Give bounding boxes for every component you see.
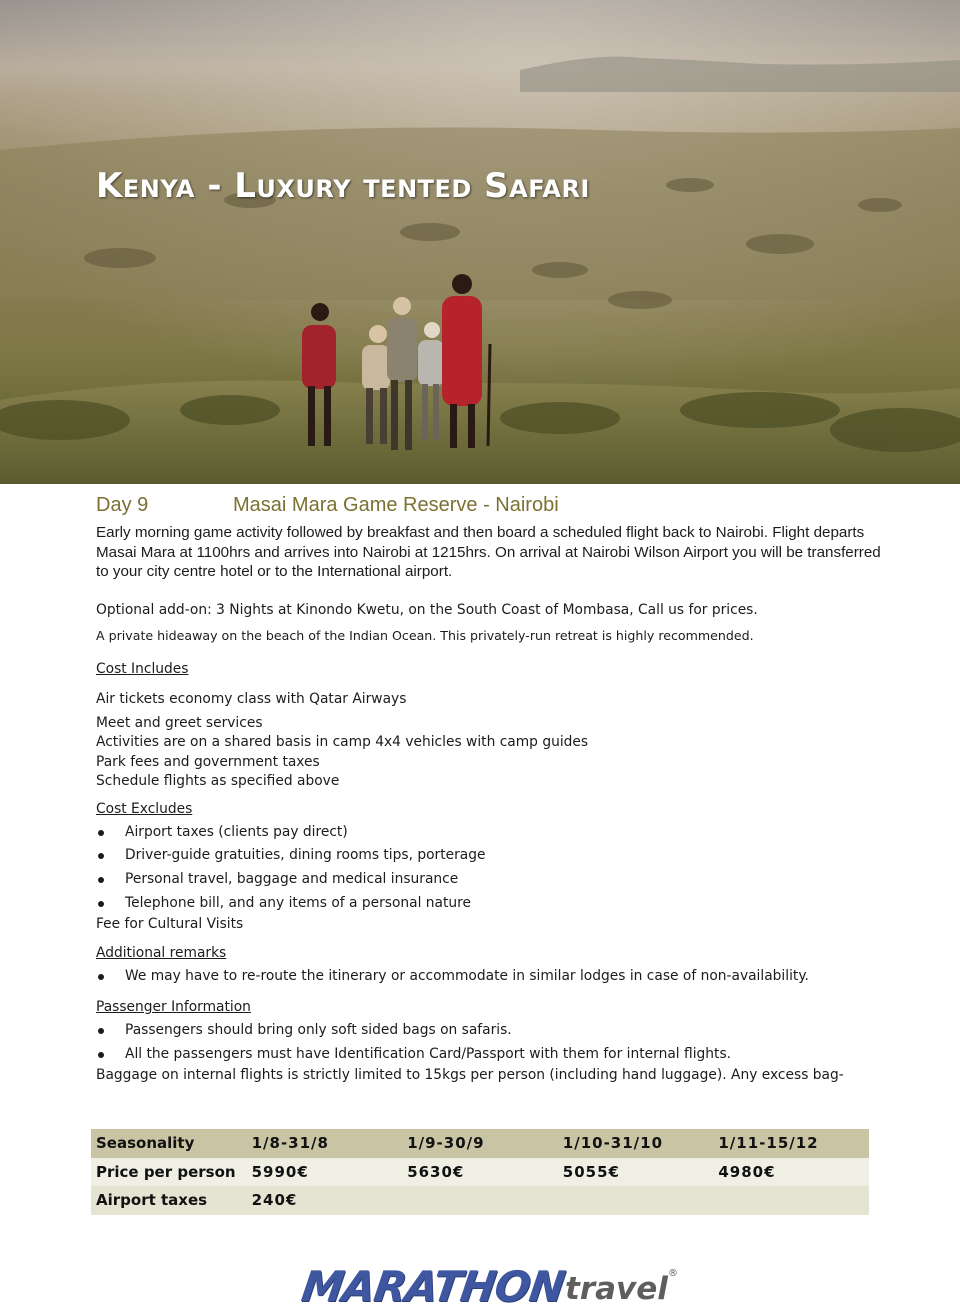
passenger-heading: Passenger Information xyxy=(96,999,251,1016)
table-cell: 1/10-31/10 xyxy=(558,1129,714,1158)
day-label: Day 9 xyxy=(96,494,149,516)
list-item: Personal travel, baggage and medical insurance xyxy=(96,868,896,892)
day-route: Masai Mara Game Reserve - Nairobi xyxy=(233,494,559,516)
table-cell: 5990€ xyxy=(247,1158,403,1187)
table-cell: 240€ xyxy=(247,1186,403,1215)
table-cell: 1/8-31/8 xyxy=(247,1129,403,1158)
table-cell: 1/11-15/12 xyxy=(713,1129,869,1158)
list-item: Activities are on a shared basis in camp 4x4 vehicles with camp guides xyxy=(96,734,589,750)
addon-text: Optional add-on: 3 Nights at Kinondo Kwetu, on the South Coast of Mombasa, Call us for prices. xyxy=(96,601,758,618)
table-cell: 5630€ xyxy=(402,1158,558,1187)
includes-heading: Cost Includes xyxy=(96,660,189,677)
list-item: We may have to re-route the itinerary or accommodate in similar lodges in case of non-availability. xyxy=(96,965,896,989)
list-item: Passengers should bring only soft sided bags on safaris. xyxy=(96,1019,896,1043)
remarks-list xyxy=(96,965,896,989)
table-cell: 4980€ xyxy=(713,1158,869,1187)
table-row xyxy=(91,1158,869,1187)
excludes-trailing: Fee for Cultural Visits xyxy=(96,916,244,933)
table-cell xyxy=(558,1186,714,1215)
page-title: Kenya - Luxury tented Safari xyxy=(96,166,590,206)
passenger-list xyxy=(96,1019,896,1066)
list-item: Schedule flights as specified above xyxy=(96,773,340,789)
includes-first-item: Air tickets economy class with Qatar Airways xyxy=(96,690,407,707)
marathon-travel-logo xyxy=(298,1262,682,1311)
day-description: Early morning game activity followed by breakfast and then board a scheduled flight back to Nairobi. Flight departs Masai Mara at 1100hrs and arrives into Nairobi at 1215hrs. On arrival at Nairobi Wilson Airport you will be transferred to your city centre hotel or to the International airport. xyxy=(96,524,881,580)
addon-note: A private hideaway on the beach of the Indian Ocean. This privately-run retreat is highly recommended. xyxy=(96,627,754,643)
list-item: Park fees and government taxes xyxy=(96,753,320,770)
registered-mark: ® xyxy=(668,1268,678,1279)
day-heading xyxy=(96,494,896,520)
table-cell: 5055€ xyxy=(558,1158,714,1187)
table-cell: Price per person xyxy=(91,1158,247,1187)
excludes-heading: Cost Excludes xyxy=(96,800,193,817)
table-row xyxy=(91,1186,869,1215)
list-item: Meet and greet services xyxy=(96,714,263,731)
table-row xyxy=(91,1129,869,1158)
itinerary-content xyxy=(96,494,896,1085)
table-cell xyxy=(402,1186,558,1215)
excludes-list xyxy=(96,821,896,916)
remarks-heading: Additional remarks xyxy=(96,945,227,962)
hero-photo xyxy=(0,0,960,484)
list-item: Telephone bill, and any items of a personal nature xyxy=(96,892,896,916)
table-cell: 1/9-30/9 xyxy=(402,1129,558,1158)
list-item: Driver-guide gratuities, dining rooms tips, porterage xyxy=(96,844,896,868)
safari-landscape-illustration xyxy=(0,0,960,484)
table-cell: Seasonality xyxy=(91,1129,247,1158)
logo-suffix: travel xyxy=(565,1271,668,1307)
includes-list xyxy=(96,714,896,792)
logo-brand: MARATHON xyxy=(298,1262,568,1311)
price-table xyxy=(91,1129,869,1215)
table-cell: Airport taxes xyxy=(91,1186,247,1215)
table-cell xyxy=(713,1186,869,1215)
list-item: All the passengers must have Identification Card/Passport with them for internal flights. xyxy=(96,1043,896,1067)
list-item: Airport taxes (clients pay direct) xyxy=(96,821,896,845)
passenger-trailing: Baggage on internal flights is strictly limited to 15kgs per person (including hand luggage). Any excess bag- xyxy=(96,1067,844,1084)
